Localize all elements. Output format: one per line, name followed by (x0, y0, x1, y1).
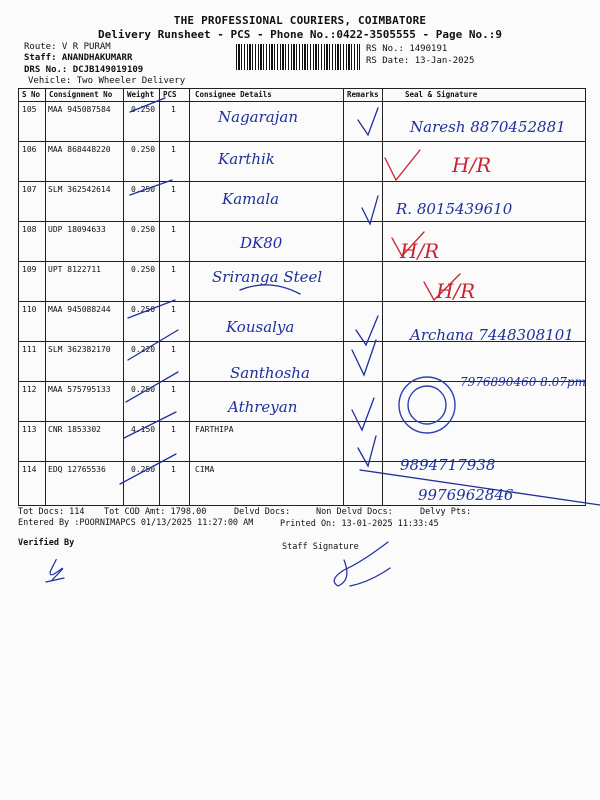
row-sno: 106 (22, 145, 37, 154)
rs-date: RS Date: 13-Jan-2025 (366, 56, 475, 66)
signature-5: H/R (436, 279, 476, 303)
rs-number: RS No.: 1490191 (366, 44, 448, 54)
table-row (19, 141, 585, 182)
total-docs: Tot Docs: 114 (18, 507, 85, 517)
entered-by: Entered By :POORNIMAPCS 01/13/2025 11:27:00 AM (18, 518, 254, 528)
row-weight: 0.250 (131, 305, 156, 314)
row-consignment: MAA 868448220 (48, 145, 111, 154)
signature-10: 9976962846 (418, 486, 514, 504)
row-sno: 109 (22, 265, 37, 274)
row-consignment: EDQ 12765536 (48, 465, 106, 474)
row-sno: 114 (22, 465, 37, 474)
row-pcs: 1 (171, 425, 176, 434)
row-weight: 0.220 (131, 345, 156, 354)
col-sno: S No (22, 90, 41, 99)
route-label: Route: V R PURAM (24, 42, 111, 52)
row-weight: 0.250 (131, 385, 156, 394)
col-pcs: PCS (163, 90, 177, 99)
handwritten-name-1: Nagarajan (218, 108, 298, 126)
drs-number: DRS No.: DCJB149019109 (24, 65, 144, 75)
staff-signature-label: Staff Signature (282, 542, 359, 552)
row-weight: 0.250 (131, 465, 156, 474)
row-pcs: 1 (171, 305, 176, 314)
table-row (19, 221, 585, 262)
row-sno: 111 (22, 345, 37, 354)
row-consignment: MAA 575795133 (48, 385, 111, 394)
row-sno: 112 (22, 385, 37, 394)
row-consignment: SLM 362382170 (48, 345, 111, 354)
table-row (19, 381, 585, 422)
row-consignee: FARTHIPA (195, 425, 234, 434)
table-row (19, 461, 585, 505)
handwritten-name-4: DK80 (240, 234, 283, 252)
row-pcs: 1 (171, 185, 176, 194)
row-consignment: UDP 18094633 (48, 225, 106, 234)
row-consignment: CNR 1853302 (48, 425, 101, 434)
handwritten-name-8: Athreyan (228, 398, 298, 416)
row-pcs: 1 (171, 265, 176, 274)
row-consignment: MAA 945088244 (48, 305, 111, 314)
row-sno: 110 (22, 305, 37, 314)
col-consignment: Consignment No (49, 90, 113, 99)
row-sno: 105 (22, 105, 37, 114)
col-consignee: Consignee Details (195, 90, 272, 99)
printed-on: Printed On: 13-01-2025 11:33:45 (280, 519, 439, 529)
table-row (19, 301, 585, 342)
barcode-icon (236, 44, 360, 70)
col-remarks: Remarks (347, 90, 379, 99)
delivered-docs: Delvd Docs: (234, 507, 291, 517)
row-sno: 107 (22, 185, 37, 194)
row-pcs: 1 (171, 465, 176, 474)
row-weight: 0.250 (131, 265, 156, 274)
row-consignment: UPT 8122711 (48, 265, 101, 274)
handwritten-name-2: Karthik (218, 150, 275, 168)
col-signature: Seal & Signature (405, 90, 478, 99)
row-pcs: 1 (171, 345, 176, 354)
table-row (19, 261, 585, 302)
delivery-points: Delvy Pts: (420, 507, 472, 517)
signature-4: H/R (400, 239, 440, 263)
col-weight: Weight (127, 90, 155, 99)
handwritten-name-3: Kamala (222, 190, 280, 208)
row-weight: 0.250 (131, 145, 156, 154)
signature-3: R. 8015439610 (396, 200, 513, 218)
non-delivered-docs: Non Delvd Docs: (316, 507, 393, 517)
row-weight: 0.250 (131, 105, 156, 114)
runsheet-subtitle: Delivery Runsheet - PCS - Phone No.:0422-3505555 - Page No.:9 (98, 28, 502, 41)
signature-2: H/R (452, 153, 492, 177)
handwritten-name-6: Kousalya (226, 318, 295, 336)
row-consignee: CIMA (195, 465, 215, 474)
row-sno: 113 (22, 425, 37, 434)
handwritten-name-7: Santhosha (230, 364, 310, 382)
table-row (19, 101, 585, 142)
row-pcs: 1 (171, 105, 176, 114)
company-title: THE PROFESSIONAL COURIERS, COIMBATORE (173, 14, 427, 27)
table-row (19, 181, 585, 222)
table-row (19, 341, 585, 382)
row-pcs: 1 (171, 385, 176, 394)
staff-label: Staff: ANANDHAKUMARR (24, 53, 133, 63)
signature-9: 9894717938 (400, 456, 496, 474)
verified-by-label: Verified By (18, 538, 75, 548)
row-pcs: 1 (171, 145, 176, 154)
row-weight: 0.250 (131, 185, 156, 194)
signature-8: 7976890460 8.07pm (460, 375, 586, 389)
row-weight: 0.250 (131, 225, 156, 234)
verified-signature-icon (46, 560, 64, 583)
delivery-table (18, 88, 586, 506)
vehicle-label: Vehicle: Two Wheeler Delivery (28, 76, 186, 86)
row-consignment: SLM 362542614 (48, 185, 111, 194)
table-row (19, 421, 585, 462)
signature-1: Naresh 8870452881 (410, 118, 566, 136)
row-sno: 108 (22, 225, 37, 234)
total-cod: Tot COD Amt: 1798.00 (104, 507, 207, 517)
signature-6: Archana 7448308101 (410, 326, 574, 344)
row-consignment: MAA 945087584 (48, 105, 111, 114)
handwritten-name-5: Sriranga Steel (212, 268, 323, 286)
row-pcs: 1 (171, 225, 176, 234)
row-weight: 4.150 (131, 425, 156, 434)
